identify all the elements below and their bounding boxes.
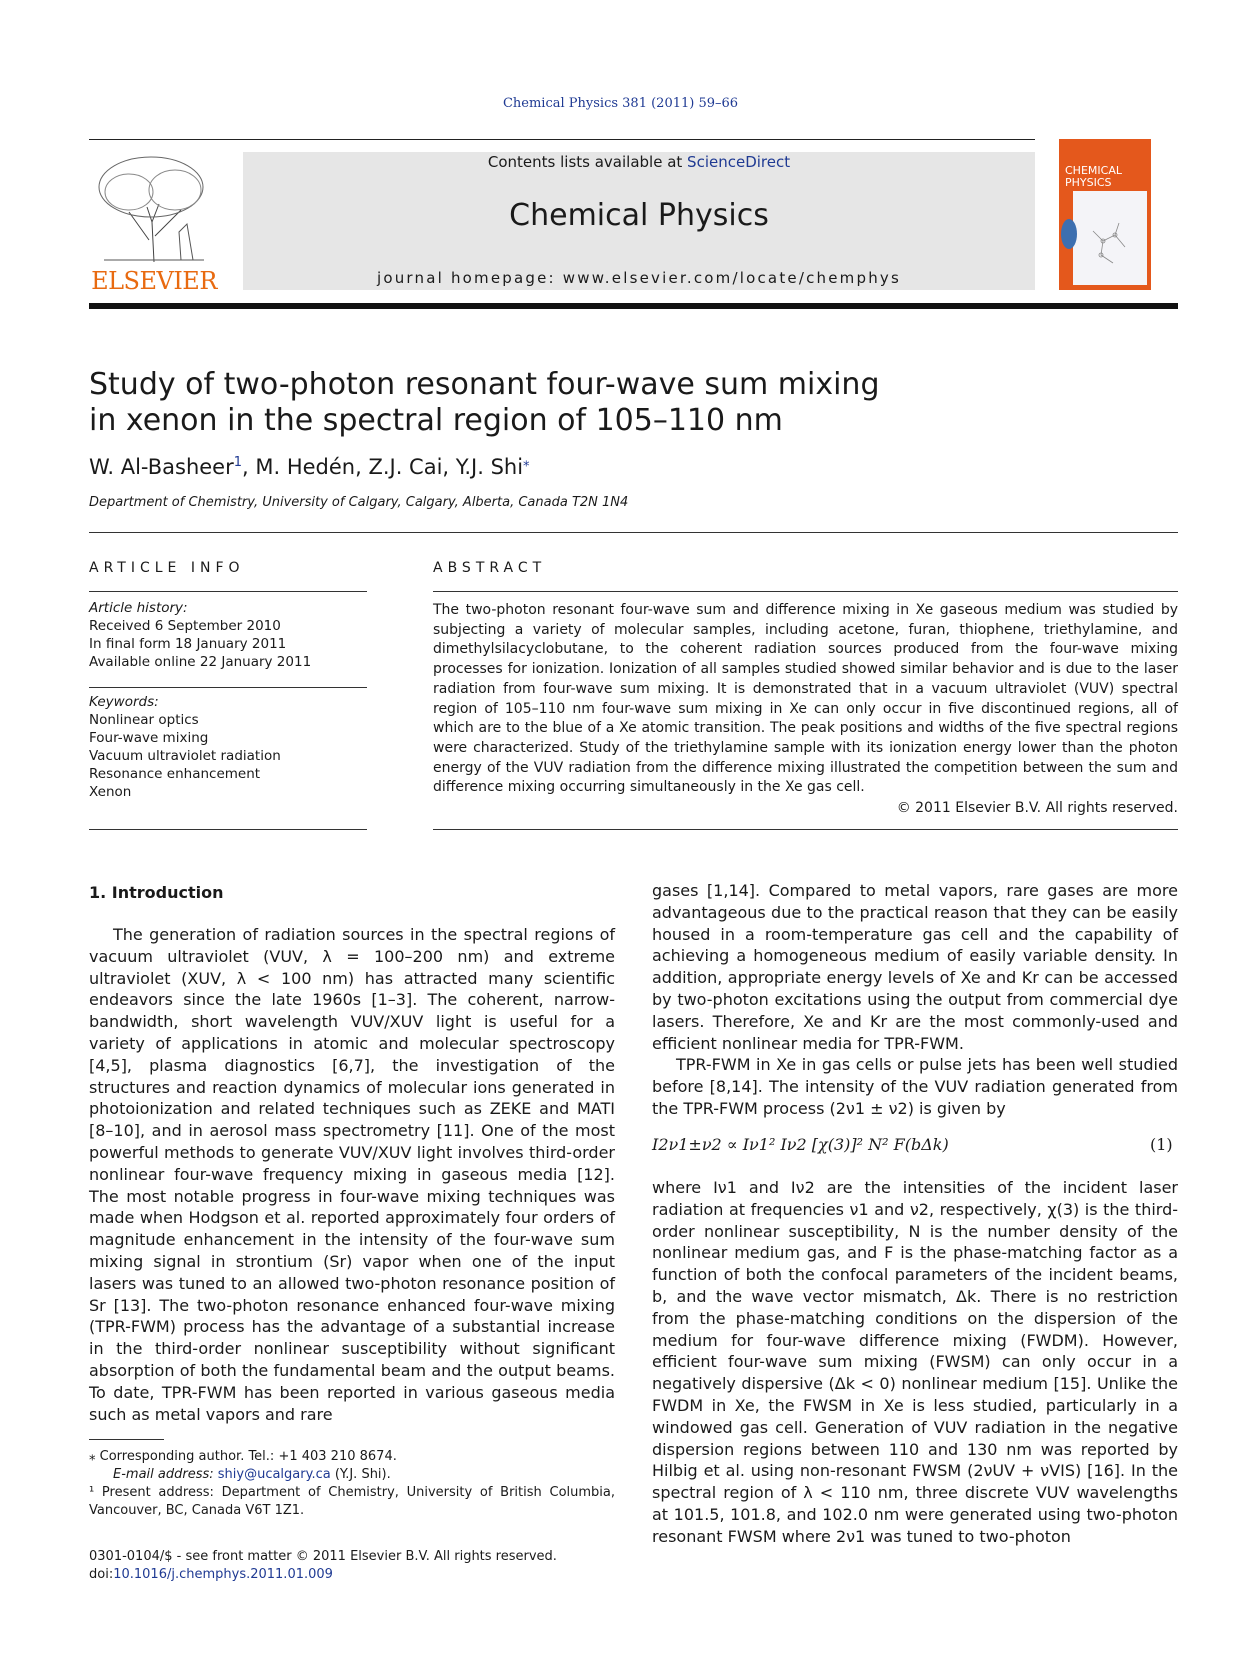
abstract-copyright: © 2011 Elsevier B.V. All rights reserved. xyxy=(896,800,1178,816)
intro-paragraph-4: where Iν1 and Iν2 are the intensities of the incident laser radiation at frequencies ν1 and ν2, respectively, χ(3) is the third-order nonlinear susceptibility, N is the number density of the nonlinear medium gas, and F is the phase-matching factor as a function of both the confocal parameters of the incident beams, b, and the wave vector mismatch, Δk. There is no restriction from the phase-matching conditions on the dispersion of the medium for four-wave difference mixing (FWDM). However, efficient four-wave sum mixing (FWSM) can only occur in a negatively dispersive (Δk < 0) nonlinear medium [15]. Unlike the FWDM in Xe, the FWSM in Xe is less studied, particularly in a windowed gas cell. Generation of VUV radiation in the negative dispersion regions between 110 and 130 nm was reported by Hilbig et al. using non-resonant FWSM (2νUV + νVIS) [16]. In the spectral region of λ < 110 nm, three discrete VUV wavelengths at 101.5, 101.8, and 102.0 nm were generated using two-photon resonant FWSM where 2ν1 was tuned to two-photon xyxy=(652,1178,1178,1546)
keyword-item: Nonlinear optics xyxy=(89,712,199,728)
email-link[interactable]: shiy@ucalgary.ca xyxy=(217,1467,331,1482)
author-list xyxy=(89,455,530,479)
sciencedirect-link[interactable]: ScienceDirect xyxy=(687,153,791,171)
footnote-rule xyxy=(89,1439,164,1440)
equation-1: I2ν1±ν2 ∝ Iν1² Iν2 [χ(3)]² N² F(bΔk) xyxy=(652,1135,949,1154)
keyword-item: Resonance enhancement xyxy=(89,766,261,782)
section-heading-introduction: 1. Introduction xyxy=(89,883,224,902)
article-info-bottom-rule xyxy=(89,829,367,830)
email-label: E-mail address: xyxy=(113,1467,218,1482)
abstract-rule xyxy=(433,591,1178,592)
other-authors: , M. Hedén, Z.J. Cai, Y.J. Shi xyxy=(242,455,524,479)
keyword-item: Vacuum ultraviolet radiation xyxy=(89,748,281,764)
header-thick-rule xyxy=(89,303,1178,309)
history-label: Article history: xyxy=(89,600,188,616)
article-info-heading: ARTICLE INFO xyxy=(89,560,245,576)
article-title: Study of two-photon resonant four-wave sum mixing in xenon in the spectral region of 105–110 nm xyxy=(89,367,880,438)
title-rule xyxy=(89,532,1178,533)
corresponding-author-note: ⁎ Corresponding author. Tel.: +1 403 210 8674. xyxy=(89,1449,397,1464)
intro-paragraph-1: The generation of radiation sources in the spectral regions of vacuum ultraviolet (VUV, λ = 100–200 nm) and extreme ultraviolet (XUV, λ < 100 nm) has attracted many scientific endeavors since the late 1960s [1–3]. The coherent, narrow-bandwidth, short wavelength VUV/XUV light is useful for a variety of applications in atomic and molecular spectroscopy [4,5], plasma diagnostics [6,7], the investigation of the structures and reaction dynamics of molecular ions generated in photoionization and related techniques such as ZEKE and MATI [8–10], and in aerosol mass spectrometry [11]. One of the most powerful methods to generate VUV/XUV light involves third-order nonlinear four-wave frequency mixing in gaseous media [12]. The most notable progress in four-wave mixing techniques was made when Hodgson et al. reported approximately four orders of magnitude enhancement in the intensity of the four-wave sum mixing signal in strontium (Sr) vapor when one of the input lasers was tuned to an allowed two-photon resonance position of Sr [13]. The two-photon resonance enhanced four-wave mixing (TPR-FWM) process has the advantage of a substantial increase in the third-order nonlinear susceptibility without significant absorption of both the fundamental beam and the output beams. To date, TPR-FWM has been reported in various gaseous media such as metal vapors and rare xyxy=(89,925,615,1424)
abstract-text: The two-photon resonant four-wave sum and difference mixing in Xe gaseous medium was studied by subjecting a variety of molecular samples, including acetone, furan, thiophene, triethylamine, and dimethylsilacyclobutane, to the coherent radiation sources produced from the four-wave mixing processes for ionization. Ionization of all samples studied showed similar behavior and is due to the laser radiation from four-wave sum mixing. It is demonstrated that in a vacuum ultraviolet (VUV) spectral region of 105–110 nm four-wave sum mixing in Xe can only occur in five discontinued regions, all of which are to the blue of a Xe atomic transition. The peak positions and widths of the five spectral regions were characterized. Study of the triethylamine sample with its ionization energy lower than the photon energy of the VUV radiation from the difference mixing illustrated the competition between the sum and difference mixing occurring simultaneously in the Xe gas cell. xyxy=(433,602,1178,796)
online-date: Available online 22 January 2011 xyxy=(89,654,312,670)
cover-blue-graphic xyxy=(1061,219,1077,249)
cover-title-line1: CHEMICAL xyxy=(1065,164,1122,177)
journal-citation[interactable]: Chemical Physics 381 (2011) 59–66 xyxy=(502,96,739,111)
issn-line: 0301-0104/$ - see front matter © 2011 Elsevier B.V. All rights reserved. xyxy=(89,1549,557,1564)
footnotes xyxy=(89,1448,615,1520)
contents-line xyxy=(243,153,1035,171)
header-rule xyxy=(89,139,1035,140)
right-column-top xyxy=(652,880,1178,1120)
author-1-footnote-mark[interactable]: 1 xyxy=(233,455,243,470)
article-info-rule xyxy=(89,591,367,592)
author-1: W. Al-Basheer xyxy=(89,455,234,479)
keywords-rule xyxy=(89,687,367,688)
keyword-item: Xenon xyxy=(89,784,132,800)
email-suffix: (Y.J. Shi). xyxy=(330,1467,391,1482)
cover-image xyxy=(1073,191,1147,285)
elsevier-logo-text: ELSEVIER xyxy=(91,267,217,295)
final-form-date: In final form 18 January 2011 xyxy=(89,636,287,652)
abstract-heading: ABSTRACT xyxy=(433,560,547,576)
front-matter xyxy=(89,1548,557,1584)
doi-prefix: doi: xyxy=(89,1567,114,1582)
corresponding-author-mark[interactable]: ⁎ xyxy=(523,455,530,470)
right-column-bottom xyxy=(652,1177,1178,1548)
doi-link[interactable]: 10.1016/j.chemphys.2011.01.009 xyxy=(113,1567,333,1582)
keyword-item: Four-wave mixing xyxy=(89,730,209,746)
affiliation: Department of Chemistry, University of Calgary, Calgary, Alberta, Canada T2N 1N4 xyxy=(89,495,629,510)
journal-cover-thumbnail xyxy=(1059,139,1151,290)
contents-prefix: Contents lists available at xyxy=(487,153,688,171)
cover-title xyxy=(1065,165,1122,189)
equation-number: (1) xyxy=(1150,1135,1173,1154)
received-date: Received 6 September 2010 xyxy=(89,618,281,634)
present-address-note: ¹ Present address: Department of Chemistry, University of British Columbia, Vancouver, BC, Canada V6T 1Z1. xyxy=(89,1485,615,1518)
email-note xyxy=(89,1466,615,1484)
keywords-label: Keywords: xyxy=(89,694,159,710)
journal-name: Chemical Physics xyxy=(509,198,769,233)
cover-title-line2: PHYSICS xyxy=(1065,176,1112,189)
abstract-bottom-rule xyxy=(433,829,1178,830)
intro-paragraph-2: gases [1,14]. Compared to metal vapors, rare gases are more advantageous due to the practical reason that they can be easily housed in a room-temperature gas cell and the capability of achieving a homogeneous medium of easily variable density. In addition, appropriate energy levels of Xe and Kr can be accessed by two-photon excitations using the output from commercial dye lasers. Therefore, Xe and Kr are the most commonly-used and efficient nonlinear media for TPR-FWM. xyxy=(652,881,1178,1053)
doi-line xyxy=(89,1566,557,1584)
keywords-block xyxy=(89,693,281,801)
journal-homepage[interactable]: journal homepage: www.elsevier.com/locate/chemphys xyxy=(376,269,902,287)
intro-paragraph-3: TPR-FWM in Xe in gas cells or pulse jets has been well studied before [8,14]. The intensity of the VUV radiation generated from the TPR-FWM process (2ν1 ± ν2) is given by xyxy=(652,1055,1178,1118)
left-column xyxy=(89,924,615,1425)
article-history xyxy=(89,599,311,671)
